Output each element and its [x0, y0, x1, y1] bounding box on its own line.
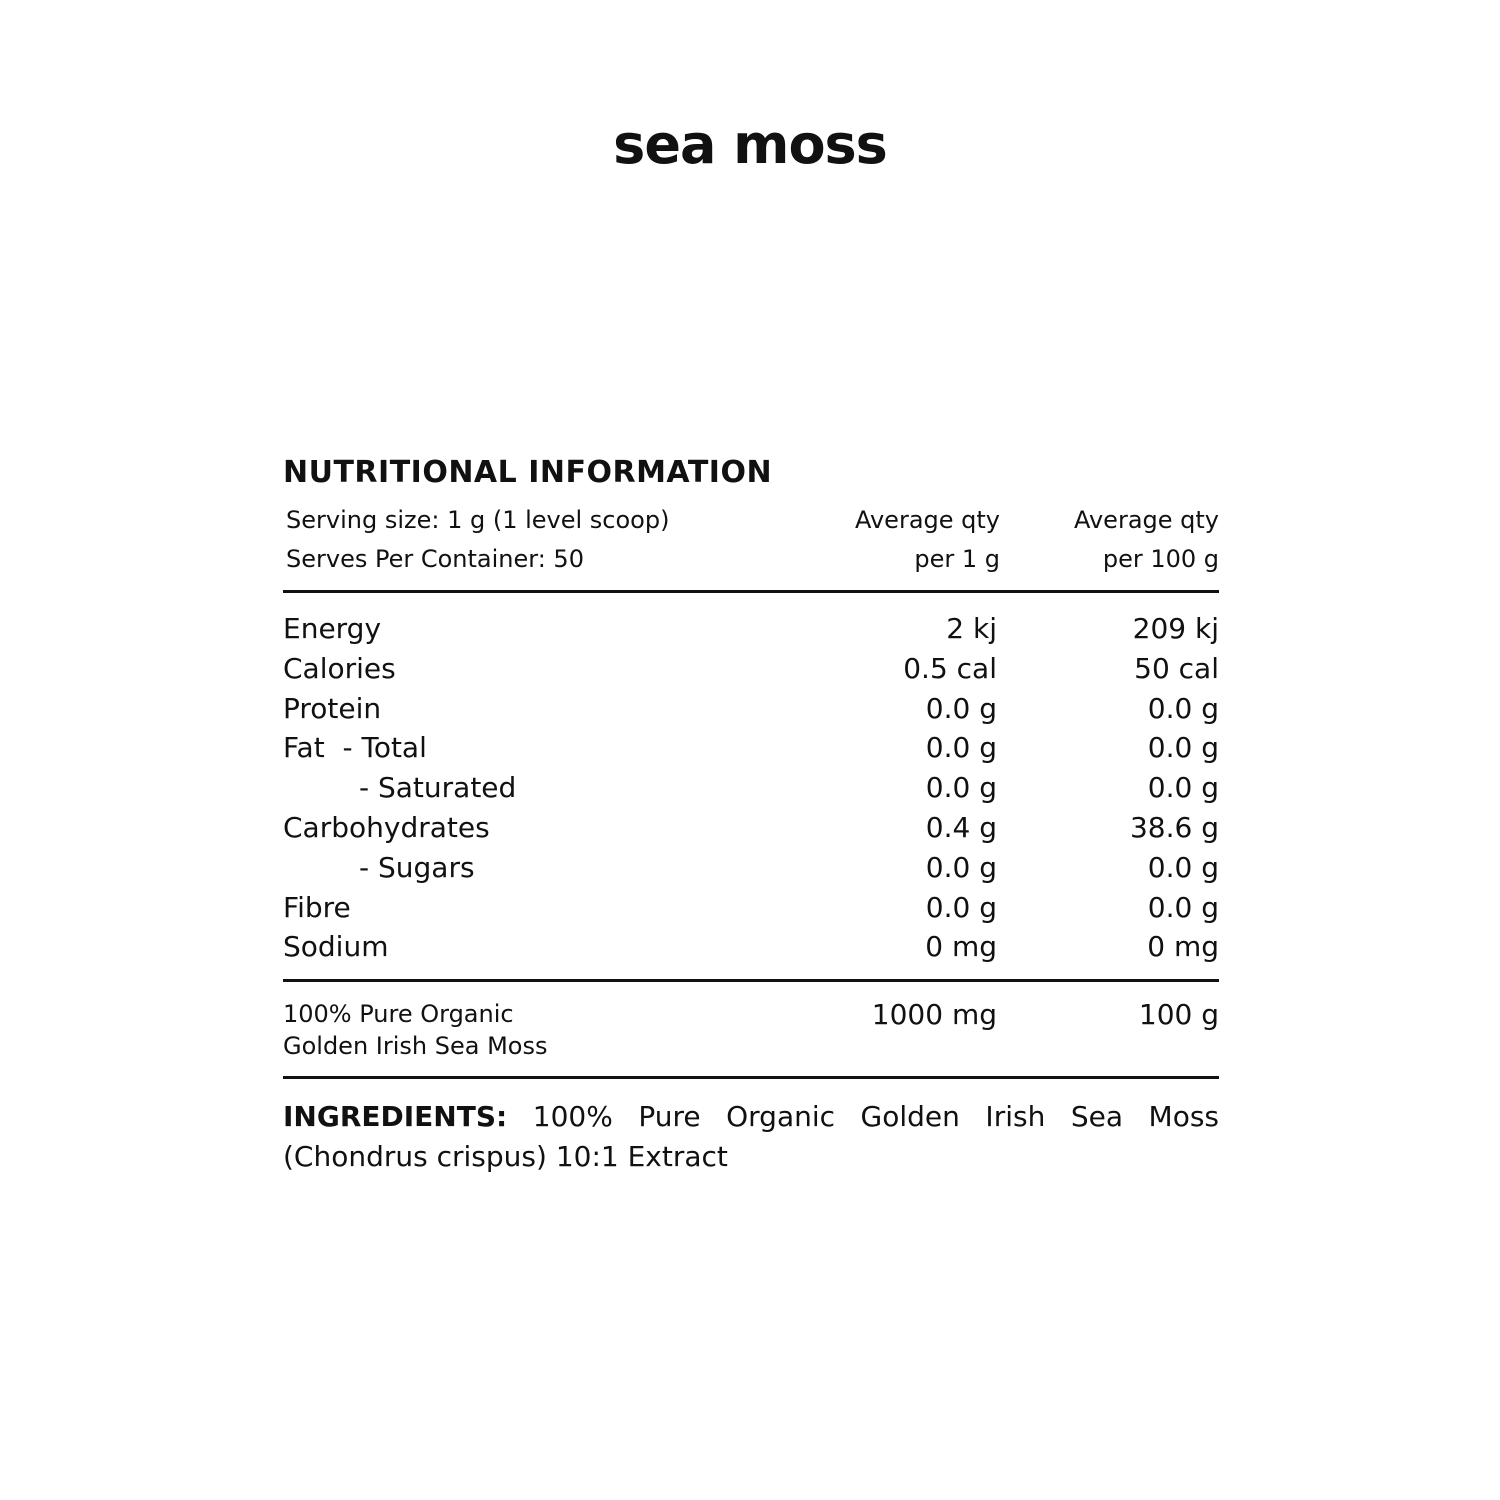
extract-label-line1: 100% Pure Organic [283, 1000, 514, 1029]
serving-info [283, 501, 806, 579]
serving-size: Serving size: 1 g (1 level scoop) [286, 506, 670, 534]
nutrient-label: - Saturated [359, 771, 517, 805]
per-serve-value: 0.5 cal [903, 651, 997, 685]
nutrient-label: Sodium [283, 930, 389, 964]
nutrient-row-carbohydrates [283, 808, 1219, 848]
per-serve-value: 2 kj [946, 612, 997, 645]
ingredients-text: 100% Pure Organic Golden Irish Sea Moss (Chondrus crispus) 10:1 Extract [283, 1100, 1219, 1174]
nutrient-label: Calories [283, 651, 396, 685]
per-serve-value: 0.0 g [925, 691, 997, 725]
per-serve-value: 0.0 g [925, 771, 997, 805]
column-header-per-serve-line2: per 1 g [914, 545, 1000, 573]
panel-header [283, 501, 1219, 579]
column-header-per-100g [1000, 501, 1219, 579]
extract-row [283, 982, 1219, 1076]
nutrient-row-fibre [283, 888, 1219, 928]
extract-per-100g: 100 g [1138, 998, 1219, 1032]
column-header-per-100g-line1: Average qty [1073, 506, 1219, 534]
nutrient-row-sodium [283, 927, 1219, 967]
per-100g-value: 0.0 g [1147, 890, 1219, 924]
nutrition-panel [283, 455, 1219, 1177]
column-header-per-100g-line2: per 100 g [1102, 545, 1219, 573]
ingredients-label: INGREDIENTS: [283, 1100, 508, 1134]
per-serve-value: 0.0 g [925, 850, 997, 884]
extract-label [283, 998, 803, 1062]
serves-per-container: Serves Per Container: 50 [286, 545, 584, 573]
per-100g-value: 0.0 g [1147, 731, 1219, 765]
nutrient-row-energy [283, 609, 1219, 649]
nutrient-label: - Sugars [359, 850, 475, 884]
ingredients [283, 1097, 1219, 1177]
extract-per-serve: 1000 mg [871, 998, 997, 1032]
panel-heading: NUTRITIONAL INFORMATION [283, 455, 773, 490]
per-100g-value: 50 cal [1134, 651, 1219, 685]
nutrient-rows [283, 593, 1219, 979]
nutrient-row-protein [283, 689, 1219, 729]
per-100g-value: 0.0 g [1147, 850, 1219, 884]
per-serve-value: 0.0 g [925, 731, 997, 765]
per-100g-value: 38.6 g [1129, 810, 1219, 844]
per-100g-value: 209 kj [1132, 612, 1219, 645]
product-title: sea moss [613, 113, 887, 176]
nutrient-row-calories [283, 649, 1219, 689]
per-100g-value: 0 mg [1147, 930, 1219, 964]
per-100g-value: 0.0 g [1147, 771, 1219, 805]
nutrient-label: Energy [283, 612, 382, 645]
per-100g-value: 0.0 g [1147, 691, 1219, 725]
extract-label-line2: Golden Irish Sea Moss [283, 1032, 548, 1061]
nutrient-label: Fibre [283, 890, 351, 924]
nutrient-label: Fat - Total [283, 731, 427, 765]
nutrient-row-fat-saturated [283, 768, 1219, 808]
per-serve-value: 0 mg [925, 930, 997, 964]
per-serve-value: 0.0 g [925, 890, 997, 924]
nutrient-label: Carbohydrates [283, 810, 490, 844]
nutrient-row-sugars [283, 848, 1219, 888]
divider [283, 1076, 1219, 1079]
per-serve-value: 0.4 g [925, 810, 997, 844]
column-header-per-serve-line1: Average qty [854, 506, 1000, 534]
column-header-per-serve [806, 501, 1000, 579]
nutrient-row-fat-total [283, 728, 1219, 768]
nutrient-label: Protein [283, 691, 382, 725]
